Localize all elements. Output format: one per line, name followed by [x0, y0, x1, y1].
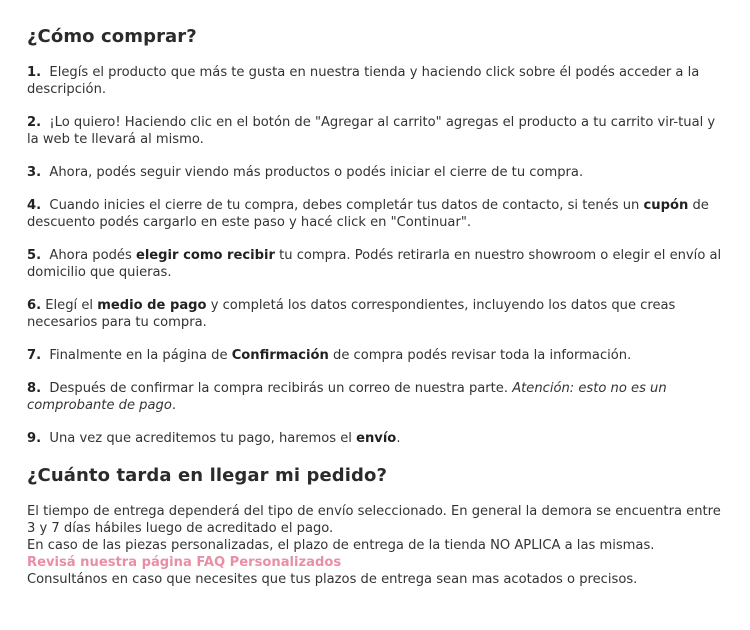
delivery-choice-emphasis: elegir como recibir	[135, 248, 275, 263]
step-text: Después de confirmar la compra recibirás un correo de nuestra parte.	[49, 381, 513, 396]
step-number: 4.	[27, 198, 42, 213]
step-3	[27, 164, 724, 181]
attention-note: Atención: esto no es un comprobante de pago	[27, 381, 667, 413]
coupon-emphasis: cupón	[643, 198, 689, 213]
faq-personalizados-link[interactable]: Revisá nuestra página FAQ Personalizados	[27, 555, 342, 570]
step-number: 6.	[27, 298, 42, 313]
step-text: ¡Lo quiero! Haciendo clic en el botón de "Agregar al carrito" agregas el producto a tu carrito vir-tual y la web te llevará al mismo.	[27, 115, 716, 147]
step-text: Ahora podés	[49, 248, 136, 263]
step-text: .	[396, 431, 401, 446]
step-text: tu compra. Podés retirarla en nuestro showroom o elegir el envío al domicilio que quieras.	[27, 248, 722, 280]
step-number: 2.	[27, 115, 42, 130]
step-5	[27, 247, 724, 281]
step-4	[27, 197, 724, 231]
step-text: de compra podés revisar toda la información.	[328, 348, 632, 363]
step-text: .	[171, 398, 177, 413]
step-9	[27, 430, 724, 447]
delivery-time-paragraph: El tiempo de entrega dependerá del tipo de envío seleccionado. En general la demora se encuentra entre 3 y 7 días hábiles luego de acreditado el pago.	[27, 504, 721, 536]
delivery-time-heading: ¿Cuánto tarda en llegar mi pedido?	[27, 465, 388, 486]
confirmation-emphasis: Confirmación	[231, 348, 329, 363]
step-text: y completá los datos correspondientes, incluyendo los datos que creas necesarios para tu compra.	[27, 298, 676, 330]
step-2	[27, 114, 724, 148]
delivery-time-body	[27, 503, 724, 588]
step-number: 3.	[27, 165, 42, 180]
steps-list	[27, 64, 724, 447]
payment-method-emphasis: medio de pago	[97, 298, 207, 313]
custom-pieces-paragraph: En caso de las piezas personalizadas, el plazo de entrega de la tienda NO APLICA a las mismas.	[27, 538, 655, 553]
step-text: Finalmente en la página de	[49, 348, 232, 363]
step-text: Una vez que acreditemos tu pago, haremos el	[49, 431, 357, 446]
step-7	[27, 347, 724, 364]
step-1	[27, 64, 724, 98]
how-to-buy-heading: ¿Cómo comprar?	[27, 26, 197, 47]
step-text: de descuento podés cargarlo en este paso y hacé click en "Continuar".	[27, 198, 709, 230]
step-number: 1.	[27, 65, 42, 80]
contact-paragraph: Consultános en caso que necesites que tus plazos de entrega sean mas acotados o precisos.	[27, 572, 638, 587]
step-text: Elegí el	[45, 298, 98, 313]
step-text: Ahora, podés seguir viendo más productos o podés iniciar el cierre de tu compra.	[49, 165, 584, 180]
step-8	[27, 380, 724, 414]
step-number: 8.	[27, 381, 42, 396]
step-text: Cuando inicies el cierre de tu compra, debes completár tus datos de contacto, si tenés un	[49, 198, 644, 213]
shipping-emphasis: envío	[356, 431, 397, 446]
step-6	[27, 297, 724, 331]
step-number: 7.	[27, 348, 42, 363]
step-text: Elegís el producto que más te gusta en nuestra tienda y haciendo click sobre él podés acceder a la descripción.	[27, 65, 700, 97]
step-number: 9.	[27, 431, 42, 446]
step-number: 5.	[27, 248, 42, 263]
